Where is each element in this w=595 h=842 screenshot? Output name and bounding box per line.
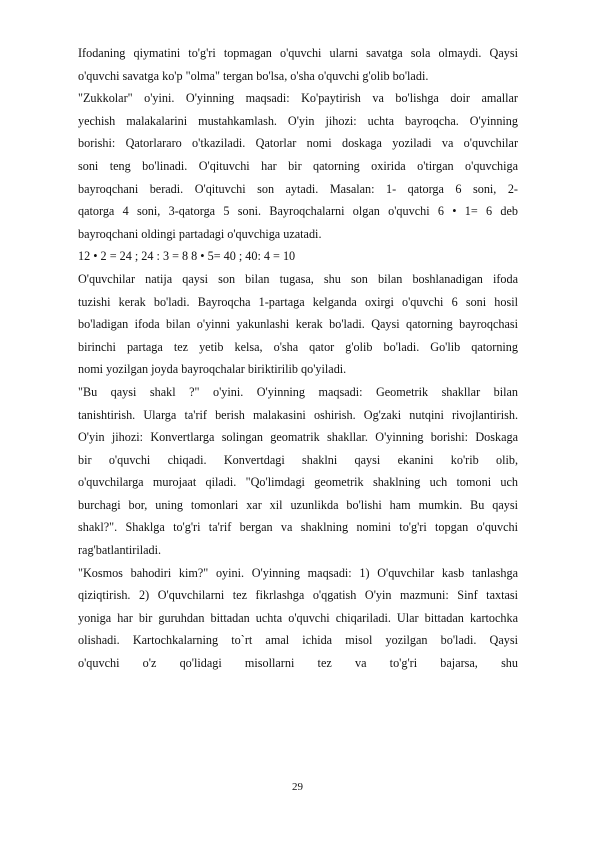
text-line: yoniga har bir guruhdan bittadan uchta o'quvchi chiqariladi. Ular bittadan kartochka — [78, 610, 518, 625]
text-line: rag'batlantiriladi. — [78, 543, 162, 558]
text-line: "Bu qaysi shakl ?" o'yini. O'yinning maqsadi: Geometrik shakllar bilan — [78, 384, 518, 399]
text-line: borishi: Qatorlararo o'tkaziladi. Qatorlar nomi doskaga yoziladi va o'quvchilar — [78, 136, 518, 151]
body-text — [78, 42, 518, 675]
text-line: 12 • 2 = 24 ; 24 : 3 = 8 8 • 5= 40 ; 40: 4 = 10 — [78, 249, 296, 264]
text-line: bo'ladigan ifoda bilan o'yinni yakunlashi kerak bo'ladi. Qaysi qatorning bayroqchasi — [78, 317, 518, 332]
text-line: birinchi partaga tez yetib kelsa, o'sha qator g'olib bo'ladi. Go'lib qatorning — [78, 339, 518, 354]
text-line: tuzishi kerak bo'ladi. Bayroqcha 1-partaga kelganda oxirgi o'quvchi 6 soni hosil — [78, 294, 518, 309]
page-number: 29 — [292, 781, 303, 793]
text-line: yechish malakalarini mustahkamlash. O'yin jihozi: uchta bayroqcha. O'yinning — [78, 113, 518, 128]
text-line: o'quvchilarga murojaat qiladi. "Qo'limdagi geometrik shaklning uch tomoni uch — [78, 475, 518, 490]
text-line: bayroqchani beradi. O'qituvchi son aytadi. Masalan: 1- qatorga 6 soni, 2- — [78, 181, 518, 196]
text-line: Ifodaning qiymatini to'g'ri topmagan o'quvchi ularni savatga sola olmaydi. Qaysi — [78, 46, 518, 60]
text-line: tanishtirish. Ularga ta'rif berish malakasini oshirish. Og'zaki nutqini rivojlantirish. — [78, 407, 518, 422]
text-line: soni teng bo'linadi. O'qituvchi har bir qatorning oxirida o'tirgan o'quvchiga — [78, 158, 518, 173]
text-line: o'quvchi savatga ko'p "olma" tergan bo'lsa, o'sha o'quvchi g'olib bo'ladi. — [78, 68, 429, 83]
text-line: bir o'quvchi chiqadi. Konvertdagi shaklni qaysi ekanini ko'rib olib, — [78, 452, 518, 467]
text-line: o'quvchi o'z qo'lidagi misollarni tez va to'g'ri bajarsa, shu — [78, 656, 518, 671]
text-line: O'quvchilar natija qaysi son bilan tugasa, shu son bilan boshlanadigan ifoda — [78, 271, 518, 286]
text-line: olishadi. Kartochkalarning to`rt amal ichida misol yozilgan bo'ladi. Qaysi — [78, 633, 518, 648]
text-line: qiziqtirish. 2) O'quvchilarni tez fikrlashga o'qgatish O'yin mazmuni: Sinf taxtasi — [78, 588, 518, 603]
text-line: qatorga 4 soni, 3-qatorga 5 soni. Bayroqchalarni olgan o'quvchi 6 • 1= 6 deb — [78, 204, 518, 219]
text-line: nomi yozilgan joyda bayroqchalar biriktirilib qo'yiladi. — [78, 362, 347, 377]
text-line: burchagi bor, uning tomonlari xar xil uzunlikda bo'lishi ham mumkin. Bu qaysi — [78, 497, 518, 512]
text-line: shakl?". Shaklga to'g'ri ta'rif bergan va shaklning nomini to'g'ri topgan o'quvchi — [78, 520, 518, 535]
text-line: bayroqchani oldingi partadagi o'quvchiga uzatadi. — [78, 226, 322, 241]
text-line: O'yin jihozi: Konvertlarga solingan geomatrik shakllar. O'yinning borishi: Doskaga — [78, 430, 518, 445]
text-line: "Zukkolar" o'yini. O'yinning maqsadi: Ko'paytirish va bo'lishga doir amallar — [78, 91, 518, 106]
text-line: "Kosmos bahodiri kim?" oyini. O'yinning maqsadi: 1) O'quvchilar kasb tanlashga — [78, 565, 518, 580]
